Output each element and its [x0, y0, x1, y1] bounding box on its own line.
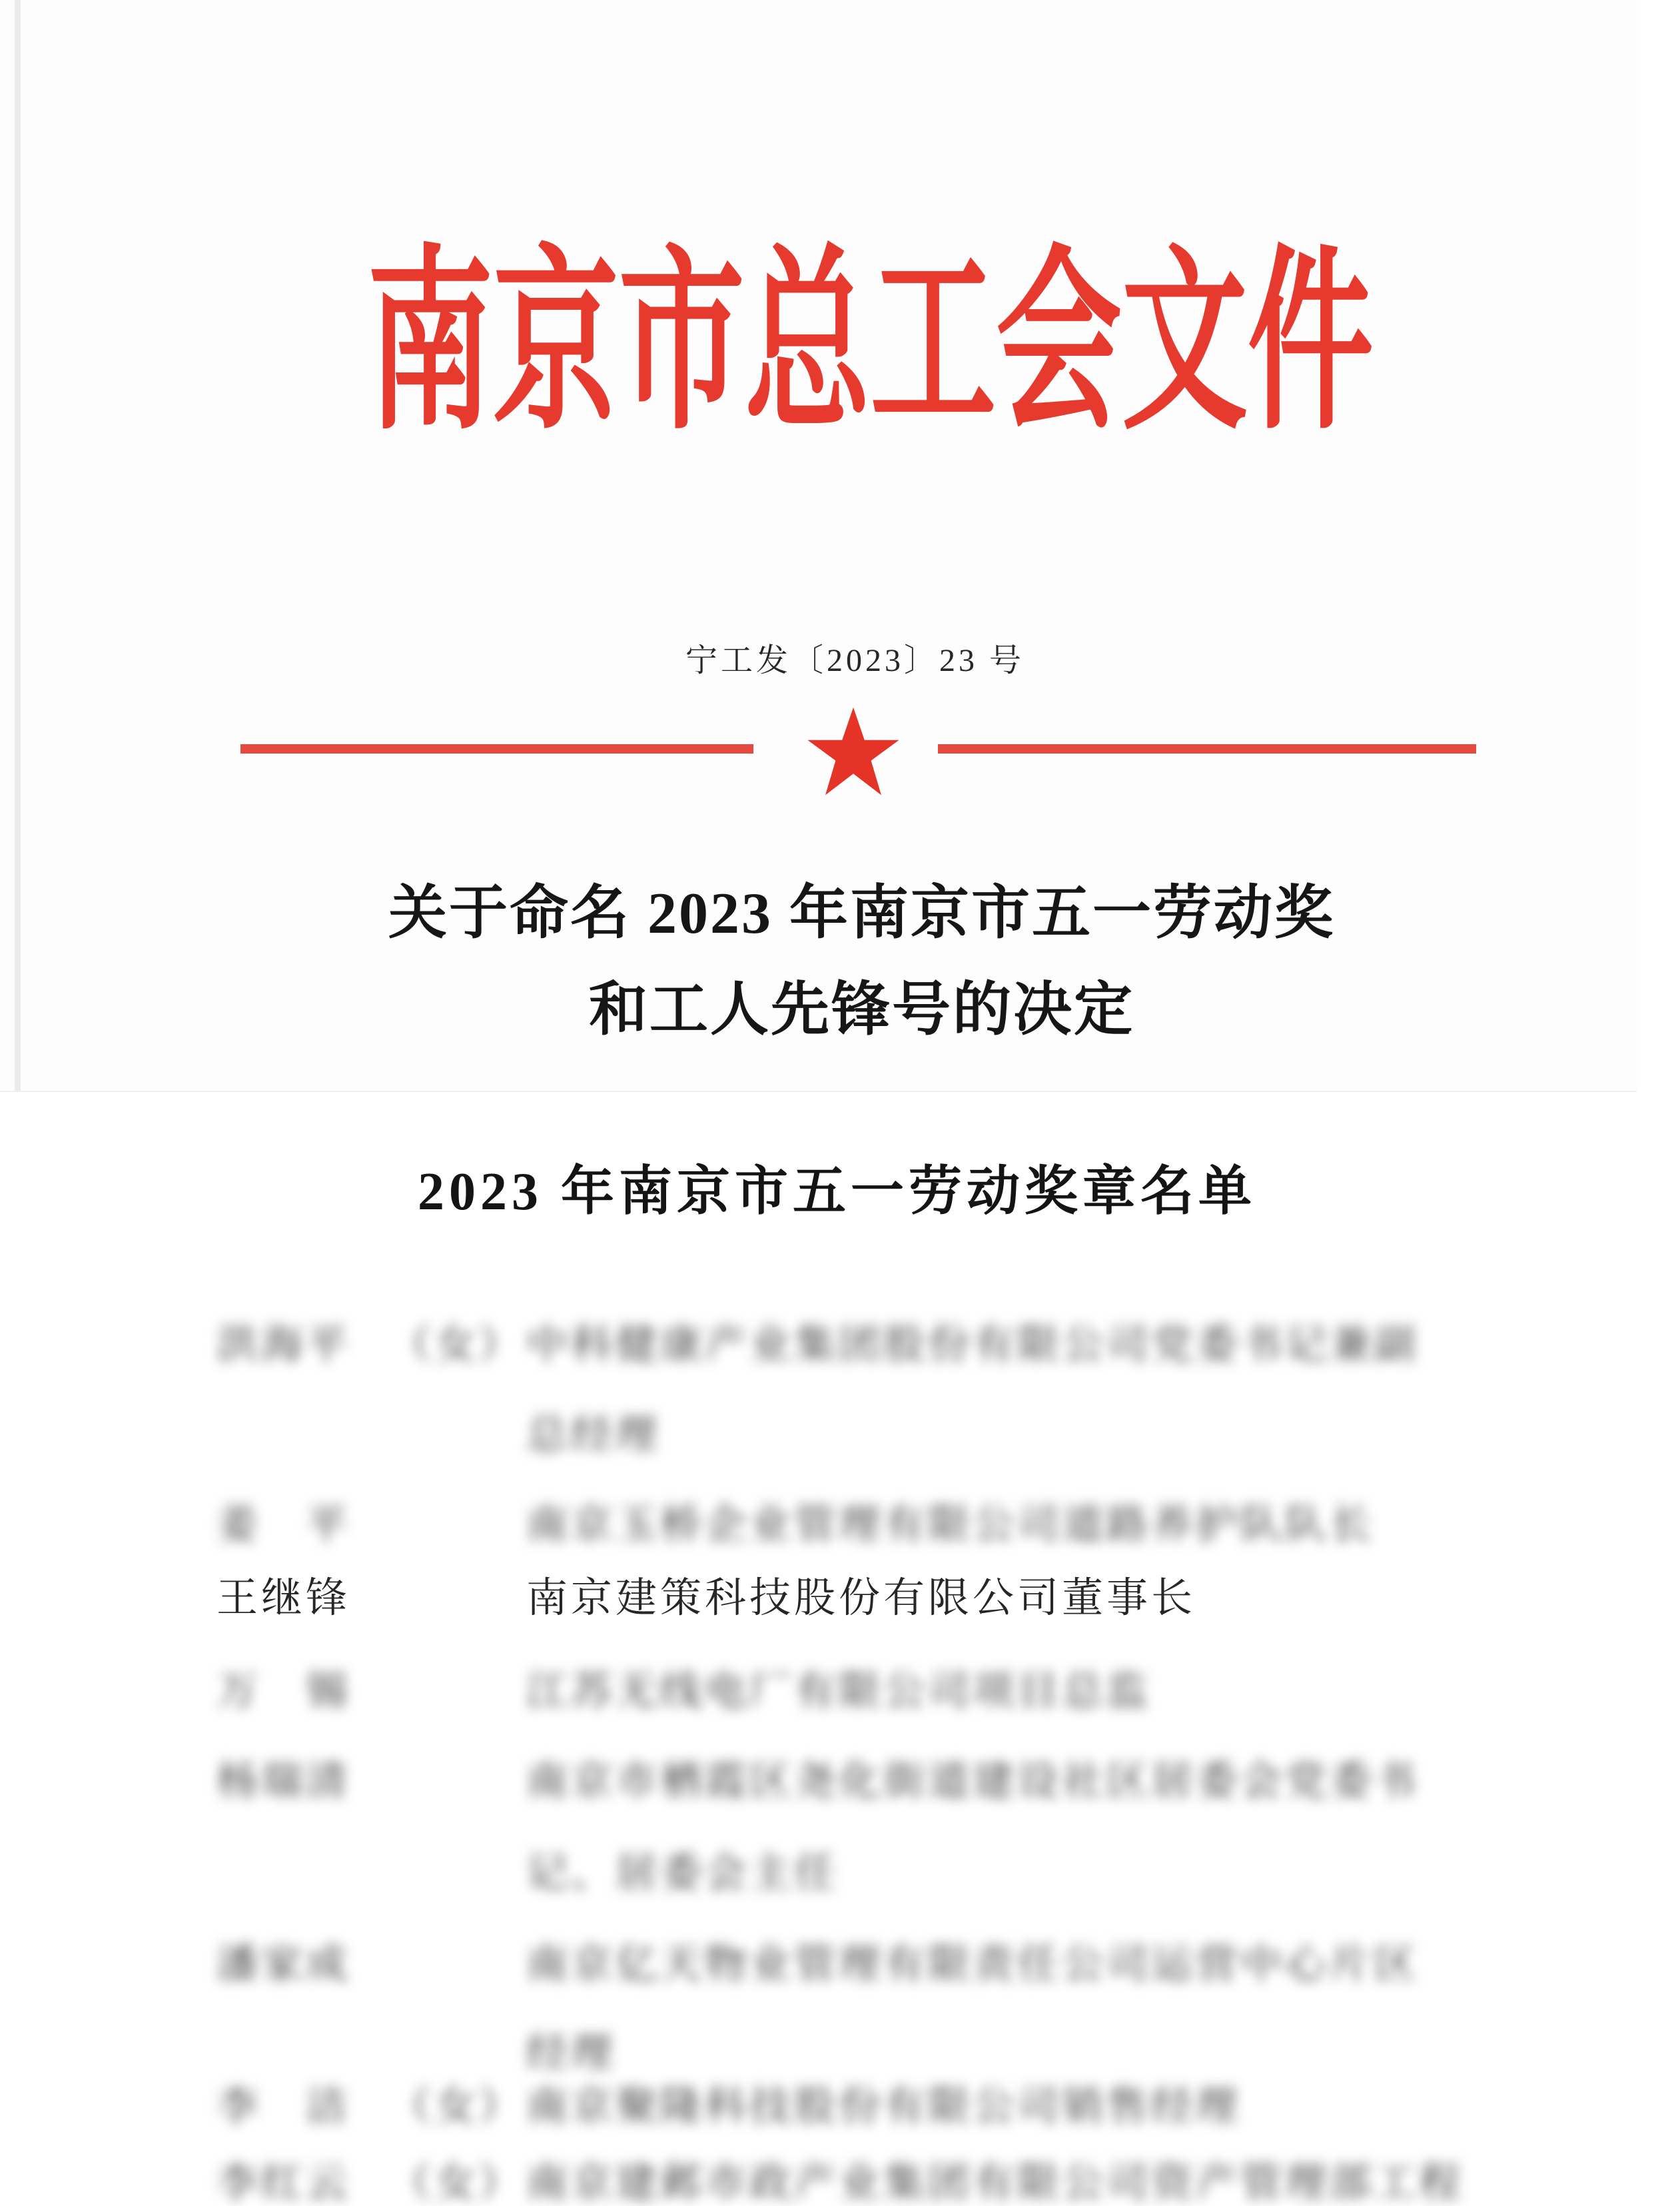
awardee-title: 南京市栖霞区尧化街道建设社区居委会党委书: [526, 1759, 1420, 1804]
page-edge-line: [15, 0, 21, 1091]
awardee-title: 中科健康产业集团股份有限公司党委书记兼副: [526, 1323, 1420, 1368]
awardee-title: 江苏无线电厂有限公司项目总监: [526, 1669, 1152, 1714]
awardee-title-cont: 记、居委会主任: [526, 1851, 839, 1896]
awardee-name: 姜 平: [216, 1502, 351, 1548]
awardee-gender: （女）: [390, 2161, 524, 2206]
awardee-title: 南京建策科技股份有限公司董事长: [526, 1576, 1196, 1621]
roster-section-title: 2023 年南京市五一劳动奖章名单: [418, 1163, 1256, 1221]
awardee-name: 杨瑞清: [216, 1759, 351, 1804]
decision-title-line1: 关于命名 2023 年南京市五一劳动奖: [388, 881, 1335, 946]
red-rule-right: [938, 744, 1476, 754]
awardee-gender: （女）: [390, 1323, 524, 1368]
awardee-title: 南京亿天物业管理有限责任公司运营中心片区: [526, 1942, 1420, 1987]
awardee-name: 李 洁: [216, 2084, 351, 2129]
awardee-title-cont: 总经理: [526, 1412, 661, 1458]
document-number: 宁工发〔2023〕23 号: [685, 643, 1025, 678]
awardee-title: 南京建邺市政产业集团有限公司资产管理部工程: [526, 2161, 1464, 2206]
red-rule-left: [240, 744, 753, 754]
red-star-icon: [807, 705, 900, 800]
awardee-name: 王继锋: [216, 1576, 351, 1621]
awardee-name: 潘家成: [216, 1942, 351, 1987]
awardee-title: 南京聚隆科技股份有限公司销售经理: [526, 2084, 1241, 2129]
awardee-title: 南京玉桥企业管理有限公司道路养护队队长: [526, 1502, 1375, 1548]
awardee-name: 万 锡: [216, 1669, 351, 1714]
awardee-name: 李红云: [216, 2161, 351, 2206]
red-letterhead-title: 南京市总工会文件: [367, 235, 1374, 452]
scanned-page-top: [0, 0, 1637, 1092]
awardee-name: 洪海平: [216, 1323, 351, 1368]
awardee-gender: （女）: [390, 2084, 524, 2129]
awardee-title-cont: 经理: [526, 2031, 616, 2076]
decision-title-line2: 和工人先锋号的决定: [588, 978, 1134, 1043]
